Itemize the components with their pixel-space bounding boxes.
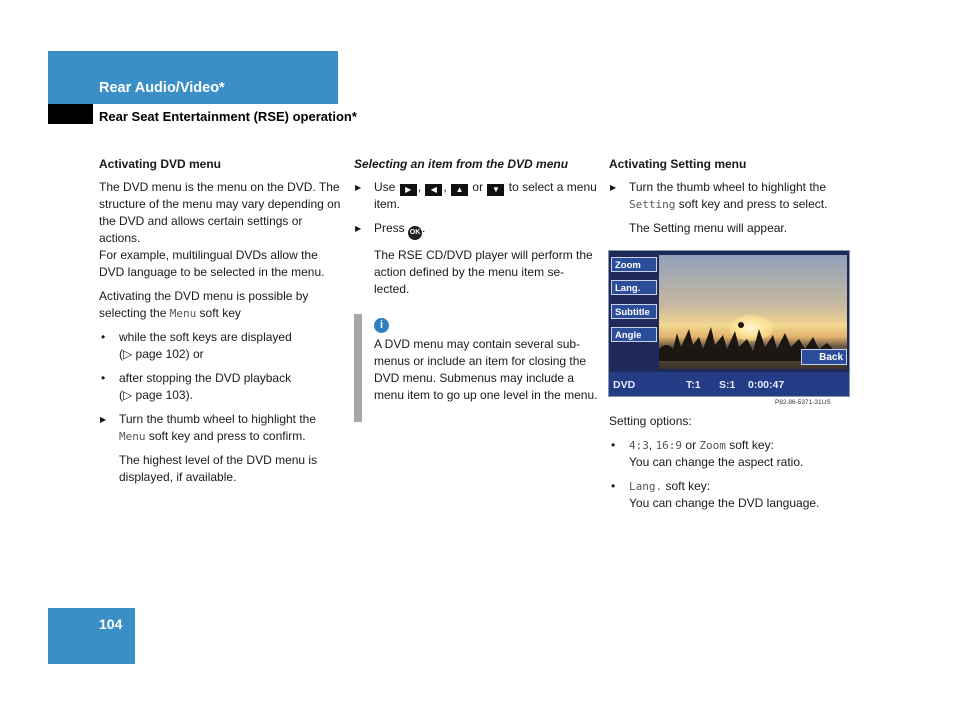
text: Turn the thumb wheel to highlight the <box>629 180 827 194</box>
options-label: Setting options: <box>609 414 692 428</box>
code-lang: Lang. <box>629 480 663 493</box>
lang-softkey: Lang. <box>611 280 657 295</box>
text: soft key and press to confirm. <box>145 429 306 443</box>
step-item <box>99 411 344 445</box>
text: . <box>422 221 426 235</box>
note-text: A DVD menu may contain several sub-menus or include an item for closing the DVD menu. Submenus may include a menu item to go up one level in the menu. <box>374 337 598 402</box>
step-item <box>354 179 599 213</box>
column-selecting-item <box>354 156 599 404</box>
paragraph-dvd-menu-intro <box>99 179 344 281</box>
step-result: The highest level of the DVD menu is displayed, if available. <box>119 453 318 484</box>
status-bar <box>609 372 849 396</box>
subtitle-softkey: Subtitle <box>611 304 657 319</box>
code-setting: Setting <box>629 198 676 211</box>
code-menu: Menu <box>119 430 146 443</box>
section-subtitle: Rear Seat Entertainment (RSE) operation* <box>99 109 357 124</box>
code-zoom: Zoom <box>699 439 726 452</box>
paragraph-activation <box>99 288 344 322</box>
angle-softkey: Angle <box>611 327 657 342</box>
track-label: T:1 <box>686 379 701 391</box>
text: or <box>472 180 484 194</box>
code-4-3: 4:3 <box>629 439 649 452</box>
text: or <box>685 438 697 452</box>
text: to select a menu item. <box>374 180 597 211</box>
list-item <box>609 478 854 512</box>
header-tab <box>48 51 338 104</box>
scene-label: S:1 <box>719 379 736 391</box>
list-item <box>609 437 854 471</box>
time-label: 0:00:47 <box>748 379 785 391</box>
text: soft key and press to select. <box>675 197 828 211</box>
section-marker <box>48 104 93 124</box>
page-reference: (▷ page 103). <box>119 388 193 402</box>
heading-selecting-item: Selecting an item from the DVD menu <box>354 157 569 171</box>
info-icon: i <box>374 318 389 333</box>
section-title: Rear Audio/Video* <box>99 80 225 96</box>
heading-activating-dvd-menu: Activating DVD menu <box>99 157 222 171</box>
source-label: DVD <box>613 379 636 391</box>
note-bar <box>354 314 362 422</box>
down-arrow-key-icon: ▼ <box>487 184 504 196</box>
list-item <box>99 370 344 404</box>
page-number: 104 <box>99 616 123 632</box>
back-softkey: Back <box>801 349 847 365</box>
text: , <box>648 438 653 452</box>
setting-options <box>609 413 854 519</box>
column-activating-dvd-menu <box>99 156 344 486</box>
text: Activating the DVD menu is possible by selecting the <box>99 289 309 320</box>
rse-screen-illustration <box>608 250 850 397</box>
info-note <box>354 316 599 404</box>
text: soft key <box>196 306 241 320</box>
left-arrow-key-icon: ◀ <box>425 184 442 196</box>
text-intro: The DVD menu is the menu on the DVD. The structure of the menu may vary depending on the DVD and allows certain settings or actions. <box>99 180 341 245</box>
code-menu: Menu <box>169 307 197 320</box>
text: Press <box>374 221 409 235</box>
column-setting-menu <box>609 156 854 237</box>
heading-activating-setting-menu: Activating Setting menu <box>609 157 747 171</box>
option-description: You can change the DVD language. <box>629 496 820 510</box>
step-item <box>354 220 599 240</box>
zoom-softkey: Zoom <box>611 257 657 272</box>
text: while the soft keys are displayed <box>119 330 292 344</box>
text: , <box>443 180 447 194</box>
page-reference: (▷ page 102) or <box>119 347 204 361</box>
list-item <box>99 329 344 363</box>
text: Use <box>374 180 399 194</box>
text: soft key: <box>662 479 711 493</box>
text: soft key: <box>725 438 774 452</box>
ok-button-icon: OK <box>408 226 422 240</box>
code-16-9: 16:9 <box>655 439 683 452</box>
text: , <box>417 180 422 194</box>
text: Turn the thumb wheel to highlight the <box>119 412 317 426</box>
right-arrow-key-icon: ▶ <box>400 184 417 196</box>
option-description: You can change the aspect ratio. <box>629 455 804 469</box>
step-result: The Setting menu will appear. <box>629 221 788 235</box>
text: after stopping the DVD playback <box>119 371 292 385</box>
step-item <box>609 179 854 213</box>
step-result: The RSE CD/DVD player will perform the action defined by the menu item se-lected. <box>374 248 593 296</box>
text-multilingual: For example, multilingual DVDs allow the DVD language to be selected in the menu. <box>99 248 325 279</box>
up-arrow-key-icon: ▲ <box>451 184 468 196</box>
figure-caption: P82.86-5371-31US <box>775 399 831 406</box>
